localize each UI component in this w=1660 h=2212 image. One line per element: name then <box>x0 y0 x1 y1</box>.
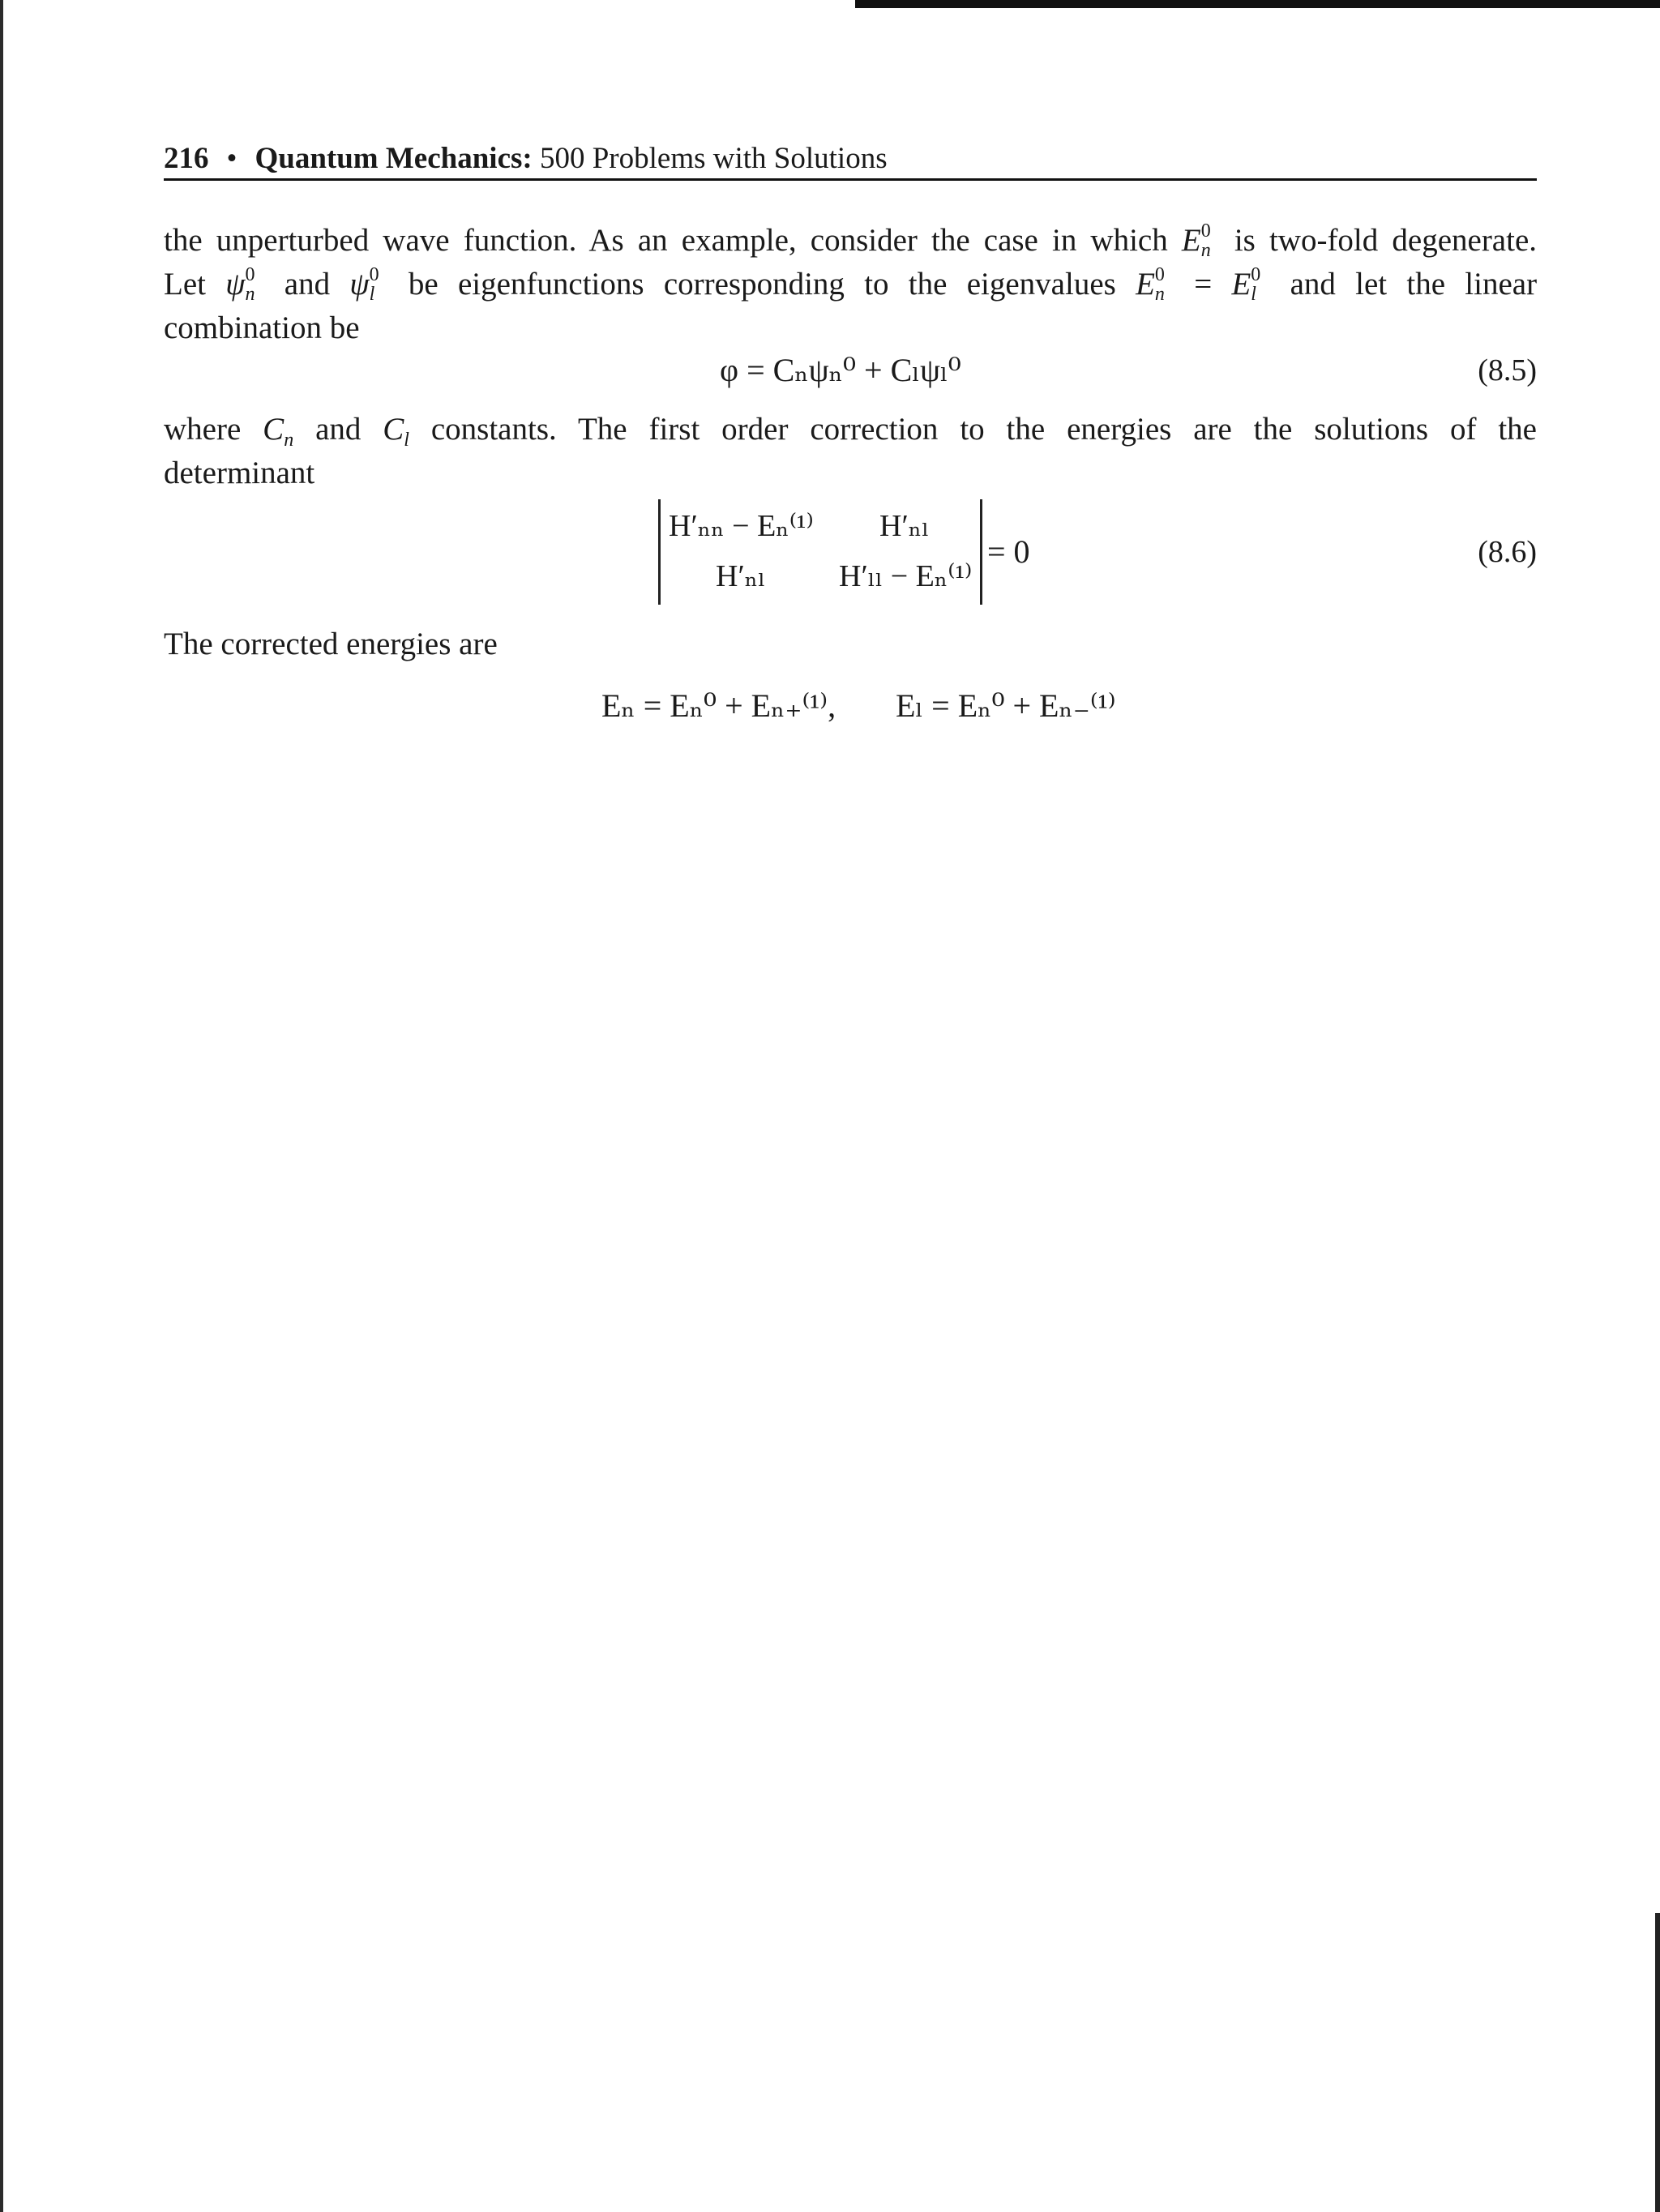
symbol-Cl: $C_l$ <box>383 412 409 451</box>
det-cell-11: H′ₙₙ − Eₙ⁽¹⁾ <box>669 509 814 543</box>
det-cell-21: H′ₙₗ <box>716 559 766 593</box>
equation-number-8-6: (8.6) <box>1478 535 1537 569</box>
scan-edge-top <box>855 0 1660 8</box>
paragraph-1-line-3: combination be <box>164 310 360 345</box>
p1-line2-text-c: be eigenfunctions corresponding to the eigenvalues <box>408 267 1116 302</box>
determinant-matrix <box>658 499 982 605</box>
paragraph-2 <box>164 408 1537 495</box>
page-number: 216 <box>164 142 209 175</box>
p2-line1-text-c: constants. The first order correction to the energies are the solutions of the <box>430 412 1537 447</box>
symbol-Cn: $C_n$ <box>263 412 294 451</box>
equation-corrected-En: Eₙ = Eₙ⁰ + Eₙ₊⁽¹⁾, <box>601 687 836 724</box>
paragraph-3-line-1: The corrected energies are <box>164 627 498 661</box>
p1-line2-text-b: and <box>284 267 331 302</box>
book-title: Quantum Mechanics: <box>255 142 533 175</box>
paragraph-3 <box>164 623 1537 666</box>
equation-8-5: φ = Cₙψₙ⁰ + Cₗψₗ⁰ <box>720 352 961 388</box>
book-subtitle: 500 Problems with Solutions <box>539 142 888 175</box>
paragraph-1-line-2 <box>164 263 1537 306</box>
p1-line2-text-a: Let <box>164 267 206 302</box>
p2-line1-text-b: and <box>315 412 362 447</box>
scan-edge-right <box>1655 1913 1660 2212</box>
symbol-En0: E 0 n <box>1181 220 1211 261</box>
determinant-rhs: = 0 <box>987 533 1030 570</box>
p1-line1-text-b: is two-fold degenerate. <box>1234 223 1538 258</box>
scan-edge-left <box>0 0 3 2212</box>
symbol-psi-l0: ψ 0 l <box>349 264 379 305</box>
paragraph-1 <box>164 219 1537 350</box>
p2-line1-text-a: where <box>164 412 242 447</box>
paragraph-2-line-1 <box>164 408 1537 451</box>
p1-line1-text-a: the unperturbed wave function. As an example, consider the case in which <box>164 223 1168 258</box>
p1-line2-text-d: and let the linear <box>1290 267 1538 302</box>
paragraph-1-line-1 <box>164 219 1537 263</box>
running-header <box>164 139 1537 181</box>
equation-corrected-El: Eₗ = Eₙ⁰ + Eₙ₋⁽¹⁾ <box>896 687 1116 724</box>
eigenvalue-equality: E 0 n = E 0 l <box>1136 264 1261 305</box>
det-cell-12: H′ₙₗ <box>879 509 930 543</box>
symbol-psi-n0: ψ 0 n <box>225 264 255 305</box>
det-cell-22: H′ₗₗ − Eₙ⁽¹⁾ <box>839 559 973 593</box>
equation-number-8-5: (8.5) <box>1478 353 1537 387</box>
paragraph-2-line-2: determinant <box>164 456 315 490</box>
header-bullet: • <box>226 142 237 175</box>
